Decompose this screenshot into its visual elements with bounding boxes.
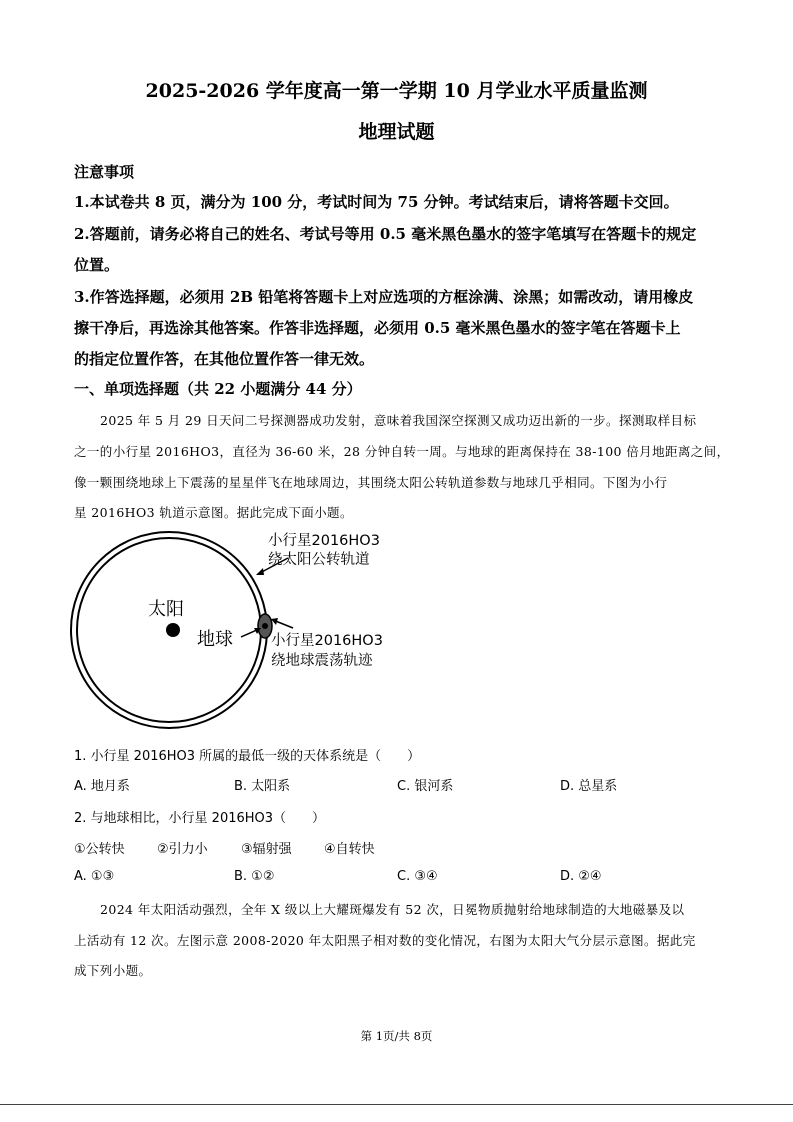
passage-line: 上活动有 12 次。左图示意 2008-2020 年太阳黑子相对数的变化情况，右图为太阳大气分层示意图。据此完 (74, 933, 696, 948)
notice-line: 2.答题前，请务必将自己的姓名、考试号等用 0.5 毫米黑色墨水的签字笔填写在答题卡的规定 (74, 225, 697, 243)
notice-line: 位置。 (74, 256, 120, 274)
question-1-option-d: D. 总星系 (560, 779, 618, 794)
question-1-option-a: A. 地月系 (74, 779, 130, 794)
passage-line: 成下列小题。 (74, 963, 152, 978)
notice-line: 3.作答选择题，必须用 2B 铅笔将答题卡上对应选项的方框涂满、涂黑；如需改动，请用橡皮 (74, 288, 694, 306)
question-1-option-b: B. 太阳系 (234, 779, 291, 794)
orbit-diagram (60, 525, 420, 740)
subject-title: 地理试题 (358, 121, 435, 143)
question-2-statement: ①公转快 (74, 842, 125, 857)
passage-line: 2024 年太阳活动强烈，全年 X 级以上大耀斑爆发有 52 次，日冕物质抛射给地球制造的大地磁暴及以 (100, 902, 685, 917)
question-2-stem: 2. 与地球相比，小行星 2016HO3（ ） (74, 811, 326, 826)
passage-line: 像一颗围绕地球上下震荡的星星伴飞在地球周边，其围绕太阳公转轨道参数与地球几乎相同。下图为小行 (74, 475, 668, 490)
earth-label: 地球 (197, 629, 233, 650)
notice-heading: 注意事项 (74, 163, 135, 181)
question-2-option-b: B. ①② (234, 869, 275, 884)
question-2-statement: ④自转快 (324, 842, 375, 857)
passage-line: 2025 年 5 月 29 日天问二号探测器成功发射，意味着我国深空探测又成功迈出新的一步。探测取样目标 (100, 413, 697, 428)
exam-title: 2025-2026 学年度高一第一学期 10 月学业水平质量监测 (145, 80, 648, 102)
orbit-label-line2: 绕太阳公转轨道 (268, 552, 370, 568)
oscillation-label-line2: 绕地球震荡轨迹 (271, 653, 373, 669)
question-1-stem: 1. 小行星 2016HO3 所属的最低一级的天体系统是（ ） (74, 749, 421, 764)
page-bottom-divider (0, 1104, 793, 1105)
section-heading: 一、单项选择题（共 22 小题满分 44 分） (74, 380, 362, 398)
question-2-option-c: C. ③④ (397, 869, 438, 884)
arrow-head (256, 568, 264, 575)
notice-line: 擦干净后，再选涂其他答案。作答非选择题，必须用 0.5 毫米黑色墨水的签字笔在答题卡上 (74, 319, 681, 337)
passage-line: 之一的小行星 2016HO3，直径为 36-60 米，28 分钟自转一周。与地球的距离保持在 38-100 倍月地距离之间， (74, 444, 730, 459)
sun-label: 太阳 (148, 599, 184, 620)
question-2-statement: ③辐射强 (241, 842, 292, 857)
question-2-option-d: D. ②④ (560, 869, 602, 884)
earth-dot (262, 623, 268, 629)
oscillation-label-line1: 小行星2016HO3 (271, 633, 383, 649)
question-2-statement: ②引力小 (157, 842, 208, 857)
question-1-option-c: C. 银河系 (397, 779, 454, 794)
passage-line: 星 2016HO3 轨道示意图。据此完成下面小题。 (74, 505, 353, 520)
question-2-option-a: A. ①③ (74, 869, 115, 884)
orbit-label-line1: 小行星2016HO3 (268, 533, 380, 549)
notice-line: 的指定位置作答，在其他位置作答一律无效。 (74, 350, 375, 368)
sun-dot (166, 623, 180, 637)
notice-line: 1.本试卷共 8 页，满分为 100 分，考试时间为 75 分钟。考试结束后，请将答题卡交回。 (74, 193, 679, 211)
page-number: 第 1页/共 8页 (360, 1029, 433, 1043)
